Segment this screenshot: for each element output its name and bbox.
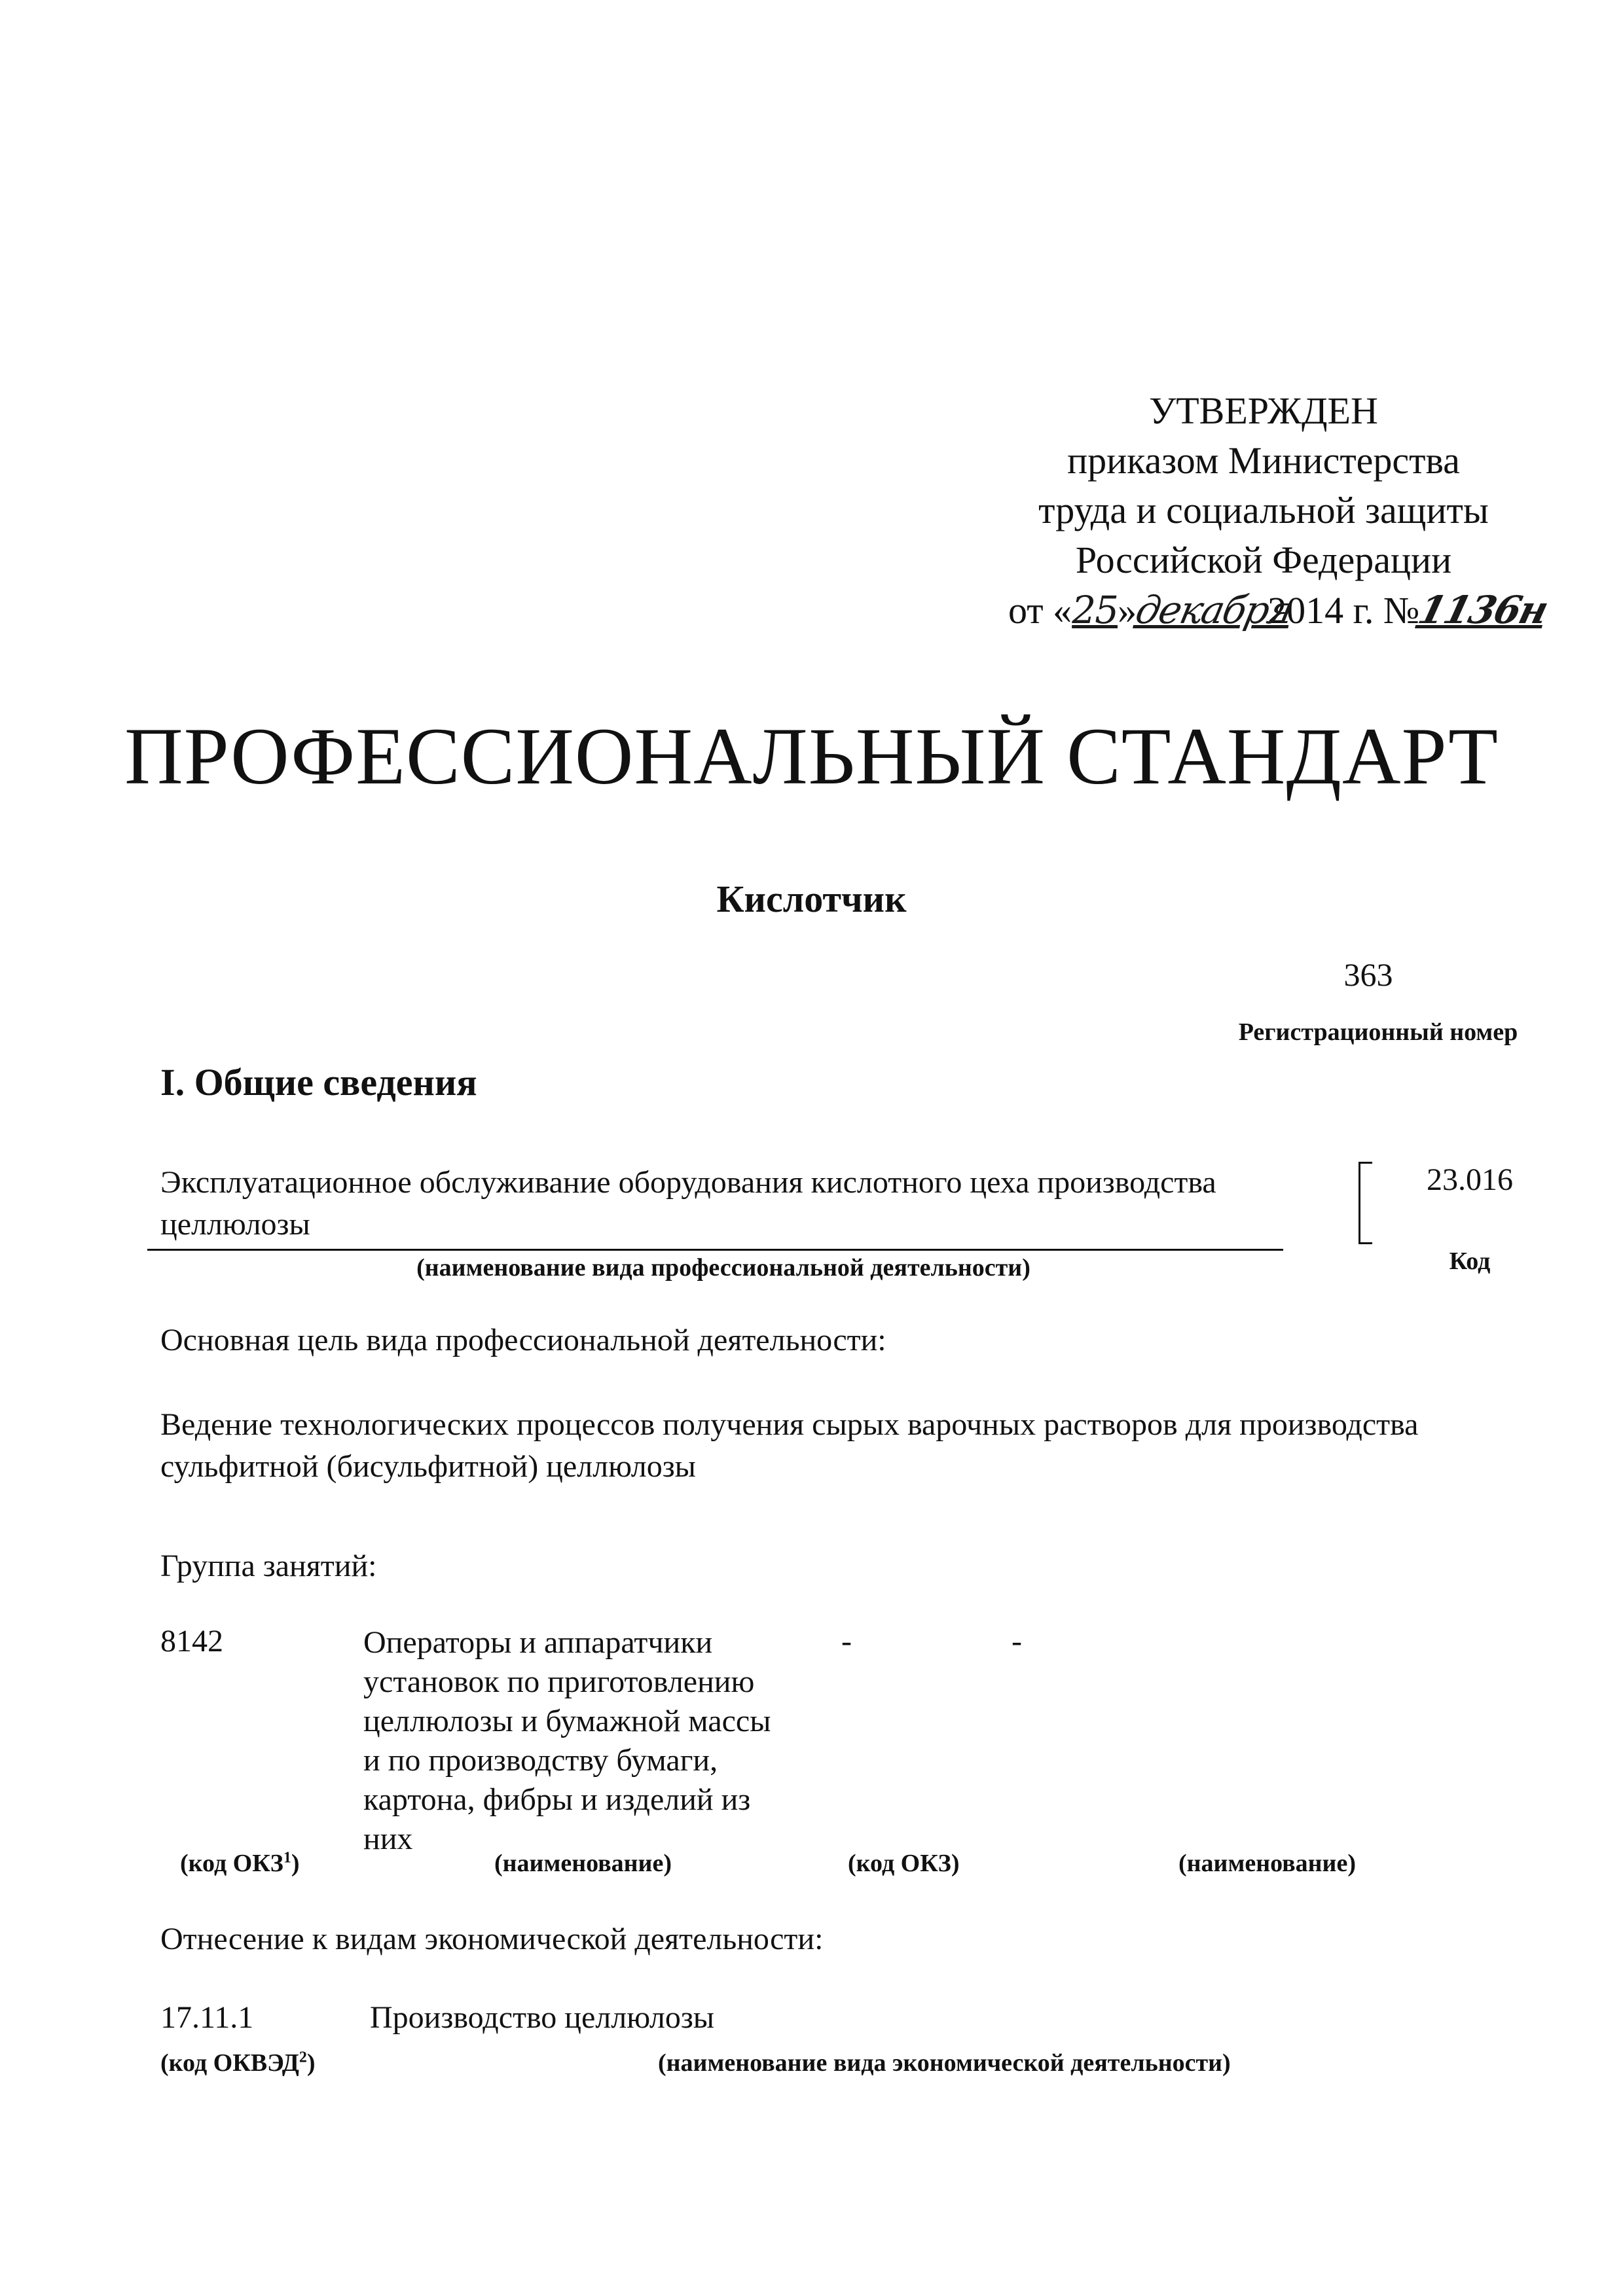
footnote-marker-2: 2 bbox=[299, 2049, 307, 2066]
caption-occupation-name-2: (наименование) bbox=[1178, 1850, 1356, 1877]
caption-okz-close: ) bbox=[291, 1850, 300, 1877]
okved-code: 17.11.1 bbox=[160, 2000, 254, 2035]
caption-occupation-name: (наименование) bbox=[494, 1850, 672, 1877]
handwritten-order-number: 1136н bbox=[1413, 588, 1552, 632]
date-year: 2014 г. № bbox=[1267, 589, 1420, 632]
caption-okved-text: (код ОКВЭД bbox=[160, 2049, 299, 2077]
activity-code: 23.016 bbox=[1427, 1162, 1513, 1197]
code-caption: Код bbox=[1449, 1247, 1491, 1275]
date-quote-close: » bbox=[1118, 589, 1137, 632]
registration-number: 363 bbox=[1343, 956, 1393, 993]
profession-name: Кислотчик bbox=[716, 878, 907, 920]
occupation-name-2: - bbox=[1012, 1624, 1022, 1659]
caption-okved-code bbox=[160, 2049, 316, 2077]
date-prefix: от « bbox=[1008, 589, 1072, 632]
occupation-name: Операторы и аппаратчики установок по приготовлению целлюлозы и бумажной массы и по производству бумаги, картона, фибры и изделий из них bbox=[363, 1625, 771, 1856]
goal-text: Ведение технологических процессов получения сырых варочных растворов для производства сульфитной (бисульфитной) целлюлозы bbox=[160, 1407, 1419, 1484]
approval-date-line bbox=[982, 585, 1552, 636]
document-title: ПРОФЕССИОНАЛЬНЫЙ СТАНДАРТ bbox=[124, 711, 1499, 801]
handwritten-month: декабря bbox=[1131, 588, 1297, 632]
caption-economic-activity-name: (наименование вида экономической деятельности) bbox=[658, 2049, 1231, 2077]
economic-activity-heading: Отнесение к видам экономической деятельности: bbox=[160, 1922, 824, 1956]
approval-line-federation: Российской Федерации bbox=[1075, 539, 1452, 581]
code-bracket bbox=[1359, 1162, 1372, 1244]
activity-underline bbox=[147, 1249, 1283, 1251]
occupation-code-2: - bbox=[841, 1624, 852, 1659]
approval-line-order: приказом Министерства bbox=[1067, 439, 1460, 482]
approval-stamp bbox=[982, 386, 1552, 636]
goal-heading: Основная цель вида профессиональной деятельности: bbox=[160, 1323, 886, 1357]
occupation-code: 8142 bbox=[160, 1624, 223, 1659]
economic-activity-name: Производство целлюлозы bbox=[370, 2000, 715, 2035]
approval-line-approved: УТВЕРЖДЕН bbox=[1149, 389, 1378, 432]
footnote-marker-1: 1 bbox=[283, 1849, 291, 1867]
caption-okz-code-text: (код ОКЗ bbox=[180, 1850, 283, 1877]
caption-okved-close: ) bbox=[306, 2049, 316, 2077]
activity-caption: (наименование вида профессиональной деятельности) bbox=[416, 1254, 1030, 1282]
section-heading: I. Общие сведения bbox=[160, 1061, 477, 1103]
registration-label: Регистрационный номер bbox=[1238, 1018, 1518, 1046]
caption-okz-code bbox=[180, 1849, 300, 1878]
caption-okz-code-2: (код ОКЗ) bbox=[848, 1850, 960, 1877]
occupation-group-heading: Группа занятий: bbox=[160, 1549, 377, 1583]
approval-line-ministry: труда и социальной защиты bbox=[1038, 489, 1489, 531]
activity-name: Эксплуатационное обслуживание оборудования кислотного цеха производства целлюлозы bbox=[160, 1165, 1216, 1242]
handwritten-day: 25 bbox=[1072, 588, 1118, 632]
